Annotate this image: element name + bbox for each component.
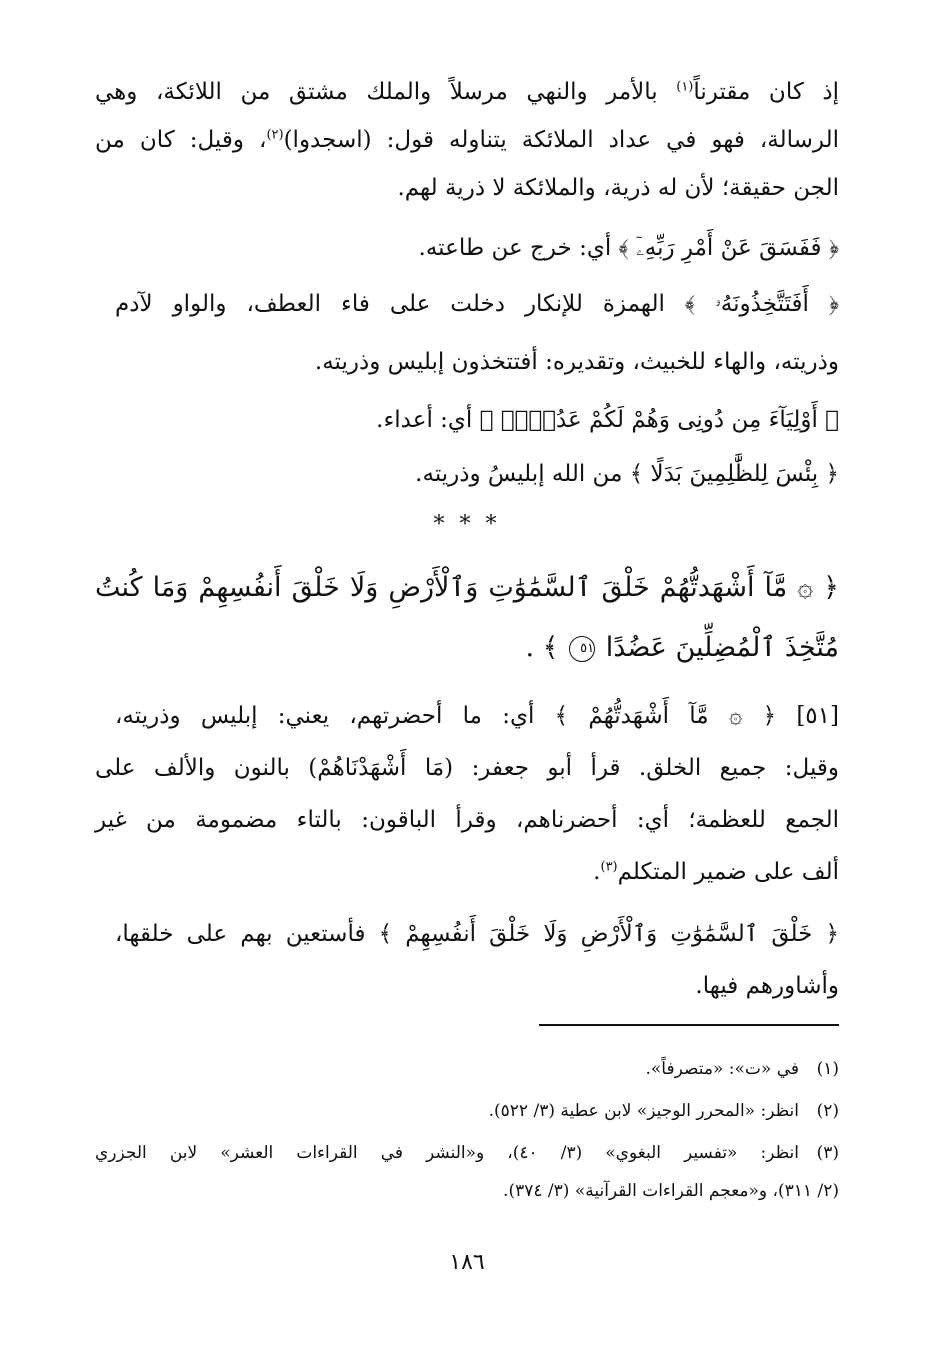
text-segment: ﴿ خَلْقَ ٱلسَّمَٰوَٰتِ وَٱلْأَرْضِ وَلَا خَلْقَ أَنفُسِهِمْ ﴾ فأستعين بهم على خلقها، bbox=[115, 921, 839, 947]
text-segment: الرسالة، فهو في عداد الملائكة يتناوله قول: (اسجدوا) bbox=[283, 127, 840, 153]
footnote-number: (٣) bbox=[816, 1143, 840, 1163]
footnote-ref[interactable]: (١) bbox=[676, 79, 694, 95]
quran-verse-text: ﴿ ۞ مَّآ أَشْهَدتُّهُمْ خَلْقَ ٱلسَّمَٰوَٰتِ وَٱلْأَرْضِ وَلَا خَلْقَ أَنفُسِهِمْ وَمَا كُنتُ bbox=[95, 572, 839, 603]
text-segment: وذريته، والهاء للخبيث، وتقديره: أفتتخذون إبليس وذريته. bbox=[314, 349, 839, 375]
quran-verse-line bbox=[95, 626, 839, 676]
text-line bbox=[115, 696, 839, 740]
text-segment: الجمع للعظمة؛ أي: أحضرناهم، وقرأ الباقون: بالتاء مضمومة من غير bbox=[95, 807, 839, 833]
quran-verse-text: مُتَّخِذَ ٱلْمُضِلِّينَ عَضُدًا bbox=[605, 632, 839, 663]
footnote-ref[interactable]: (٣) bbox=[600, 859, 618, 875]
footnote bbox=[95, 1096, 839, 1128]
text-segment: ﴿ فَفَسَقَ عَنْ أَمْرِ رَبِّهِۦٓ ﴾ أي: خرج عن طاعته. bbox=[418, 235, 839, 261]
text-segment: بالأمر والنهي مرسلاً والملك مشتق من اللائكة، وهي bbox=[95, 79, 677, 105]
text-line bbox=[95, 120, 839, 164]
text-segment: ﴿ أَفَتَتَّخِذُونَهُۥ ﴾ الهمزة للإنكار دخلت على فاء العطف، والواو لآدم bbox=[115, 291, 839, 317]
footnote bbox=[95, 1138, 839, 1170]
quran-commentary-line bbox=[115, 284, 839, 328]
footnote-number: (٢) bbox=[816, 1101, 839, 1121]
text-segment: الجن حقيقة؛ لأن له ذرية، والملائكة لا ذرية لهم. bbox=[397, 175, 839, 201]
text-segment: ﴿ أَوْلِيَآءَ مِن دُونِى وَهُمْ لَكُمْ عَدُوٌّۢ ﴾ أي: أعداء. bbox=[376, 407, 839, 433]
text-segment: ﴿ بِئْسَ لِلظَّٰلِمِينَ بَدَلًا ﴾ من الله إبليسُ وذريته. bbox=[415, 461, 839, 487]
footnote-ref[interactable]: (٢) bbox=[266, 127, 284, 143]
text-segment: ألف على ضمير المتكلم bbox=[617, 859, 839, 885]
text-segment: [٥١] ﴿ ۞ مَّآ أَشْهَدتُّهُمْ ﴾ أي: ما أحضرتهم، يعني: إبليس وذريته، bbox=[115, 703, 839, 729]
quran-commentary-line bbox=[115, 454, 839, 498]
text-line bbox=[95, 800, 839, 844]
footnote-number: (١) bbox=[816, 1059, 839, 1079]
footnote-text: انظر: «المحرر الوجيز» لابن عطية (٣/ ٥٢٢). bbox=[488, 1101, 799, 1121]
footnote-text: في «ت»: «متصرفاً». bbox=[645, 1059, 799, 1079]
text-line bbox=[95, 72, 839, 116]
footnote-text: انظر: «تفسير البغوي» (٣/ ٤٠)، و«النشر في القراءات العشر» لابن الجزري bbox=[95, 1143, 800, 1163]
quran-verse-text: ﴾ . bbox=[525, 632, 559, 663]
text-line bbox=[95, 168, 839, 212]
text-line bbox=[95, 342, 839, 386]
page-number: ١٨٦ bbox=[449, 1250, 485, 1275]
ayah-number-marker: ٥١ bbox=[569, 636, 595, 662]
text-line bbox=[95, 852, 839, 896]
quran-commentary-line bbox=[115, 914, 839, 958]
quran-verse-line bbox=[95, 566, 839, 616]
footnote bbox=[95, 1054, 839, 1086]
quran-commentary-line bbox=[115, 228, 839, 272]
text-segment: إذ كان مقترناً bbox=[693, 79, 839, 105]
footnote-text: (٢/ ٣١١)، و«معجم القراءات القرآنية» (٣/ ٣٧٤). bbox=[503, 1181, 839, 1201]
footnote-continuation bbox=[135, 1176, 839, 1208]
text-line bbox=[95, 748, 839, 792]
quran-commentary-line bbox=[115, 400, 839, 444]
book-page bbox=[95, 0, 839, 1370]
footnote-divider bbox=[539, 1024, 839, 1026]
text-segment: وقيل: جميع الخلق. قرأ أبو جعفر: (مَا أَشْهَدْنَاهُمْ) بالنون والألف على bbox=[95, 755, 839, 781]
text-segment: . bbox=[593, 859, 601, 885]
text-segment: ، وقيل: كان من bbox=[95, 127, 267, 153]
text-segment: وأشاورهم فيها. bbox=[695, 973, 839, 999]
text-line bbox=[95, 966, 839, 1010]
section-separator: * * * bbox=[433, 512, 501, 537]
